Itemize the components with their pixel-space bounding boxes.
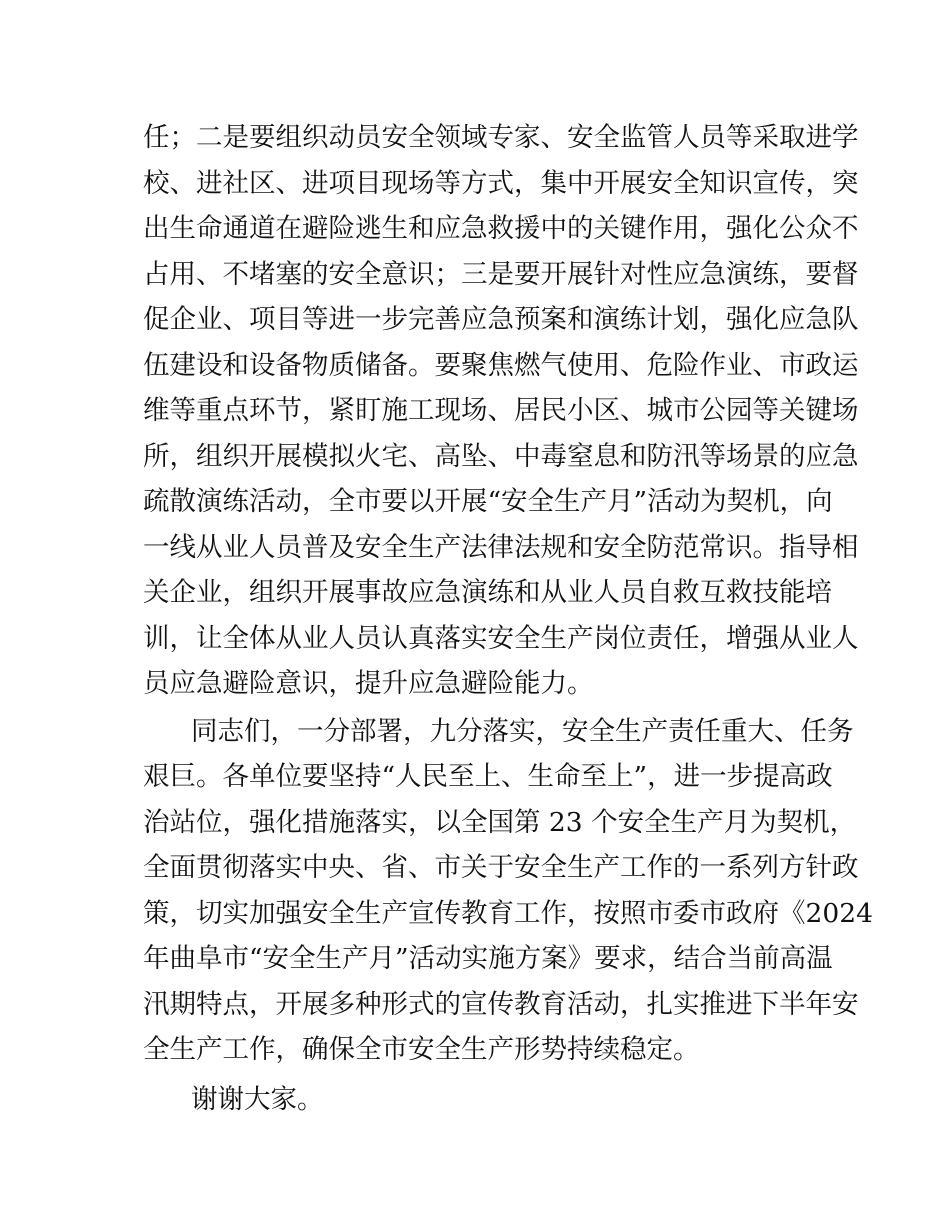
text-line: 一线从业人员普及安全生产法律法规和安全防范常识。指导相 xyxy=(143,531,859,563)
text-line: 全面贯彻落实中央、省、市关于安全生产工作的一系列方针政 xyxy=(143,852,859,883)
text-line: 关企业，组织开展事故应急演练和从业人员自救互救技能培 xyxy=(143,577,832,608)
text-line: 汛期特点，开展多种形式的宣传教育活动，扎实推进下半年安 xyxy=(143,988,859,1020)
text-line: 治站位，强化措施落实，以全国第 23 个安全生产月为契机， xyxy=(143,806,857,838)
text-line: 伍建设和设备物质储备。要聚焦燃气使用、危险作业、市政运 xyxy=(143,349,859,381)
text-line: 所，组织开展模拟火宅、高坠、中毒窒息和防汛等场景的应急 xyxy=(143,440,859,472)
text-line: 占用、不堵塞的安全意识；三是要开展针对性应急演练，要督 xyxy=(143,258,859,290)
text-line: 促企业、项目等进一步完善应急预案和演练计划，强化应急队 xyxy=(143,304,859,335)
text-line: 年曲阜市“安全生产月”活动实施方案》要求，结合当前高温 xyxy=(143,943,833,974)
text-line: 谢谢大家。 xyxy=(191,1083,324,1115)
paragraph-3 xyxy=(143,1077,813,1123)
text-line: 训，让全体从业人员认真落实安全生产岗位责任，增强从业人 xyxy=(143,622,859,654)
text-line: 员应急避险意识，提升应急避险能力。 xyxy=(143,668,594,699)
paragraph-1 xyxy=(143,115,859,707)
text-line: 艰巨。各单位要坚持“人民至上、生命至上”，进一步提高政 xyxy=(143,761,833,792)
paragraph-2 xyxy=(143,709,873,1073)
text-line: 疏散演练活动，全市要以开展“安全生产月”活动为契机，向 xyxy=(143,486,833,517)
text-line: 校、进社区、进项目现场等方式，集中开展安全知识宣传，突 xyxy=(143,167,859,199)
text-line: 维等重点环节，紧盯施工现场、居民小区、城市公园等关键场 xyxy=(143,395,859,426)
text-line: 同志们，一分部署，九分落实，安全生产责任重大、任务 xyxy=(191,715,854,747)
text-line: 策，切实加强安全生产宣传教育工作，按照市委市政府《2024 xyxy=(143,897,873,929)
text-line: 出生命通道在避险逃生和应急救援中的关键作用，强化公众不 xyxy=(143,213,859,244)
document-body xyxy=(143,115,873,1122)
text-line: 任；二是要组织动员安全领域专家、安全监管人员等采取进学 xyxy=(143,122,859,153)
text-line: 全生产工作，确保全市安全生产形势持续稳定。 xyxy=(143,1034,700,1065)
